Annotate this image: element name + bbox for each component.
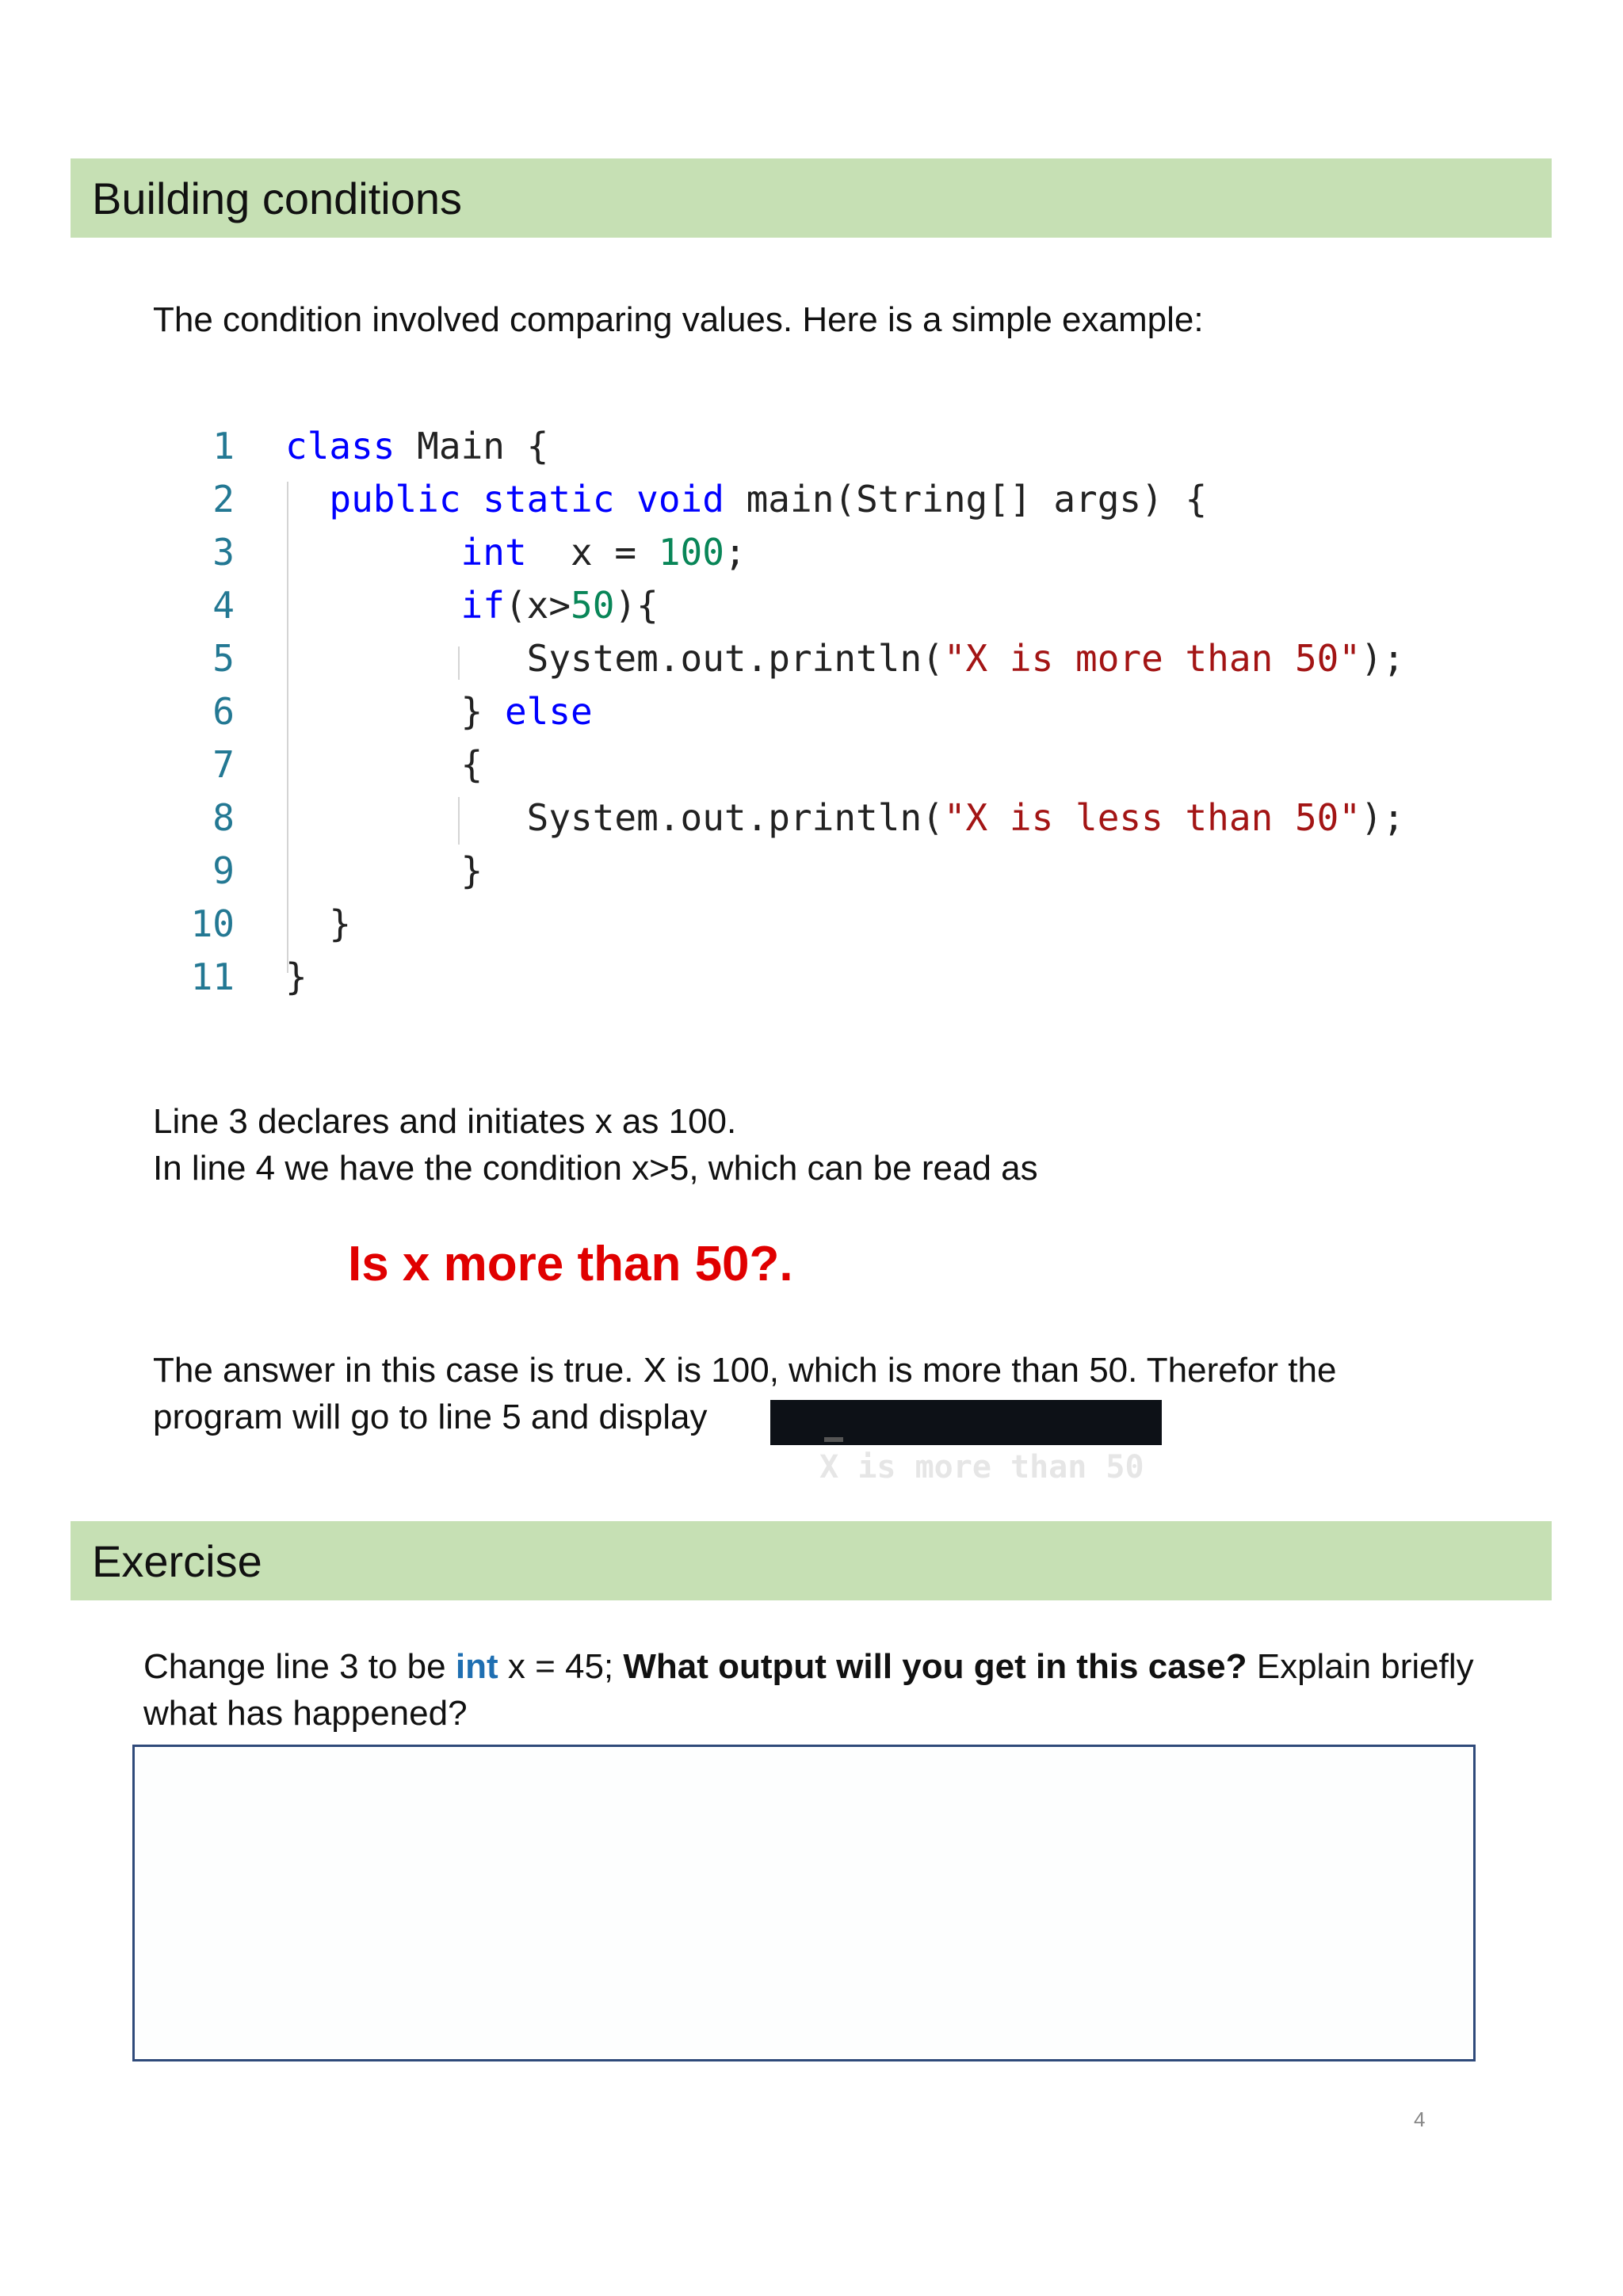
- code-text: [285, 478, 1207, 521]
- line-number: 1: [212, 425, 235, 467]
- code-token: }: [285, 902, 352, 945]
- code-text: [285, 584, 659, 627]
- exercise-keyword: int: [455, 1647, 498, 1686]
- exercise-middle: x = 45;: [498, 1647, 624, 1686]
- code-token: ;: [724, 531, 747, 574]
- code-text: [285, 425, 548, 467]
- code-text: [285, 955, 307, 998]
- code-token: 100: [658, 531, 724, 574]
- code-line: [182, 796, 1405, 849]
- section-title: Building conditions: [92, 173, 462, 223]
- code-token: main(String[] args) {: [724, 478, 1208, 521]
- code-token: );: [1361, 637, 1405, 680]
- answer-box[interactable]: [132, 1745, 1476, 2061]
- code-text: [285, 796, 1404, 839]
- code-line: [182, 743, 1371, 796]
- code-token: );: [1361, 796, 1405, 839]
- exercise-prefix: Change line 3 to be: [143, 1647, 456, 1686]
- line-number: 8: [212, 796, 235, 839]
- line-number: 6: [212, 690, 235, 733]
- code-line: [182, 690, 1371, 743]
- code-text: [285, 902, 351, 945]
- explanation-line-1: Line 3 declares and initiates x as 100.: [153, 1102, 737, 1141]
- code-token: int: [285, 531, 527, 574]
- code-token: (x>: [504, 584, 571, 627]
- code-line: [182, 531, 1371, 584]
- code-token: ){: [614, 584, 659, 627]
- code-token: }: [285, 955, 307, 998]
- highlighted-question: Is x more than 50?.: [348, 1237, 793, 1291]
- answer-line-2: program will go to line 5 and display: [153, 1398, 708, 1436]
- line-number: 5: [212, 637, 235, 680]
- line-number: 2: [212, 478, 235, 521]
- page-number: 4: [1414, 2107, 1426, 2131]
- code-token: 50: [571, 584, 615, 627]
- code-token: void: [614, 478, 724, 521]
- line-number: 9: [212, 849, 235, 892]
- terminal-cursor: [824, 1437, 843, 1442]
- answer-line-1: The answer in this case is true. X is 100, which is more than 50. Therefor the: [153, 1351, 1337, 1390]
- code-token: "X is more than 50": [943, 637, 1361, 680]
- explanation-line-2: In line 4 we have the condition x>5, which can be read as: [153, 1149, 1038, 1188]
- line-number: 10: [190, 902, 235, 945]
- code-text: [285, 531, 747, 574]
- code-text: [285, 690, 593, 733]
- code-line: [182, 425, 1371, 478]
- exercise-instruction: [143, 1643, 1474, 1691]
- code-token: {: [285, 743, 483, 786]
- section-header-exercise: [71, 1521, 1552, 1600]
- terminal-output-text: X is more than 50: [819, 1449, 1144, 1486]
- code-line: [182, 478, 1371, 531]
- line-number: 3: [212, 531, 235, 574]
- code-line: [182, 637, 1405, 690]
- code-token: public: [285, 478, 461, 521]
- code-token: static: [460, 478, 615, 521]
- code-token: }: [285, 849, 483, 892]
- terminal-output: [770, 1400, 1162, 1486]
- intro-text: The condition involved comparing values. Here is a simple example:: [153, 300, 1204, 339]
- code-line: [182, 955, 1371, 1009]
- line-number: 11: [190, 955, 235, 998]
- code-token: System.out.println(: [285, 637, 944, 680]
- code-line: [182, 902, 1371, 955]
- code-token: System.out.println(: [285, 796, 944, 839]
- code-token: else: [504, 690, 593, 733]
- code-line: [182, 849, 1371, 902]
- code-token: class: [285, 425, 395, 467]
- section-header-building-conditions: [71, 158, 1552, 238]
- code-token: }: [285, 690, 505, 733]
- section-title: Exercise: [92, 1535, 262, 1586]
- exercise-suffix: Explain briefly: [1247, 1647, 1474, 1686]
- line-number: 4: [212, 584, 235, 627]
- code-text: [285, 743, 483, 786]
- code-token: x =: [526, 531, 659, 574]
- line-number: 7: [212, 743, 235, 786]
- code-line: [182, 584, 1371, 637]
- exercise-question: What output will you get in this case?: [623, 1647, 1247, 1686]
- code-token: Main {: [395, 425, 549, 467]
- code-token: if: [285, 584, 505, 627]
- exercise-instruction-line-2: what has happened?: [143, 1694, 468, 1733]
- code-text: [285, 637, 1404, 680]
- code-token: "X is less than 50": [943, 796, 1361, 839]
- code-text: [285, 849, 483, 892]
